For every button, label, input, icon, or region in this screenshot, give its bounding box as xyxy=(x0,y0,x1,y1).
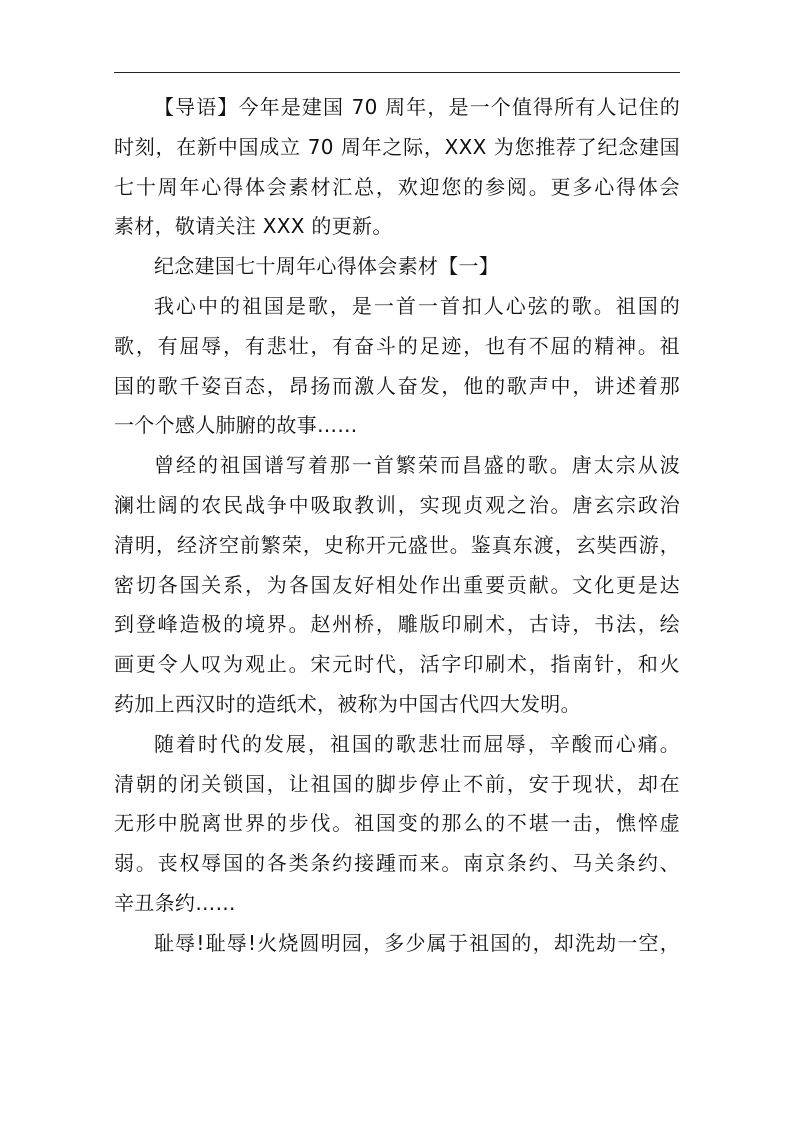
intro-paragraph xyxy=(114,88,680,247)
text-line: 【导语】今年是建国 70 周年，是一个值得所有人记住的 xyxy=(154,95,680,119)
text-line: 我心中的祖国是歌，是一首一首扣人心弦的歌。祖国的 xyxy=(154,293,680,318)
text-line: 七十周年心得体会素材汇总，欢迎您的参阅。更多心得体会 xyxy=(114,174,680,199)
text-line: 澜壮阔的农民战争中吸取教训，实现贞观之治。唐玄宗政治 xyxy=(114,492,680,517)
text-line: 清朝的闭关锁国，让祖国的脚步停止不前，安于现状，却在 xyxy=(114,771,680,796)
text-line: 一个个感人肺腑的故事…… xyxy=(114,413,358,438)
text-line: 国的歌千姿百态，昂扬而激人奋发，他的歌声中，讲述着那 xyxy=(114,373,680,398)
body-paragraph xyxy=(114,287,680,446)
text-line: 随着时代的发展，祖国的歌悲壮而屈辱，辛酸而心痛。 xyxy=(154,731,680,756)
document-body xyxy=(114,88,680,964)
text-line: 清明，经济空前繁荣，史称开元盛世。鉴真东渡，玄奘西游， xyxy=(114,532,680,557)
text-line: 辛丑条约…… xyxy=(114,890,236,915)
text-line: 曾经的祖国谱写着那一首繁荣而昌盛的歌。唐太宗从波 xyxy=(154,453,680,478)
text-line: 画更令人叹为观止。宋元时代，活字印刷术，指南针，和火 xyxy=(114,652,680,677)
text-line: 耻辱!耻辱!火烧圆明园，多少属于祖国的，却洗劫一空， xyxy=(154,930,680,955)
section-title xyxy=(114,247,680,287)
text-line: 药加上西汉时的造纸术，被称为中国古代四大发明。 xyxy=(114,691,581,716)
text-line: 弱。丧权辱国的各类条约接踵而来。南京条约、马关条约、 xyxy=(114,851,680,876)
body-paragraph xyxy=(114,446,680,725)
text-line: 到登峰造极的境界。赵州桥，雕版印刷术，古诗，书法，绘 xyxy=(114,612,680,637)
text-line: 素材，敬请关注 XXX 的更新。 xyxy=(114,214,393,239)
text-line: 歌，有屈辱，有悲壮，有奋斗的足迹，也有不屈的精神。祖 xyxy=(114,333,680,358)
header-rule xyxy=(114,72,680,73)
text-line: 密切各国关系，为各国友好相处作出重要贡献。文化更是达 xyxy=(114,572,680,597)
body-paragraph xyxy=(114,725,680,924)
text-line: 时刻，在新中国成立 70 周年之际，XXX 为您推荐了纪念建国 xyxy=(114,134,680,159)
text-line: 无形中脱离世界的步伐。祖国变的那么的不堪一击，憔悴虚 xyxy=(114,811,680,836)
body-paragraph xyxy=(114,924,680,964)
section-title-text: 纪念建国七十周年心得体会素材【一】 xyxy=(154,254,500,279)
